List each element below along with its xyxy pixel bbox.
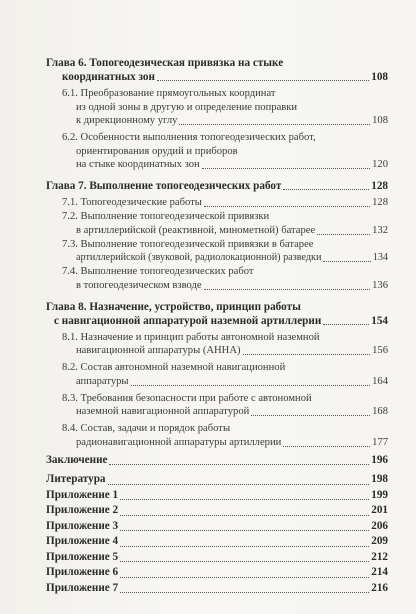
section-7-2-page: 132 xyxy=(372,224,388,236)
dot-leader xyxy=(131,385,371,386)
entry-page: 212 xyxy=(371,550,388,563)
dot-leader xyxy=(202,168,370,169)
entry-page: 206 xyxy=(371,519,388,532)
entry-label: Литература xyxy=(46,473,106,485)
section-6-1-entry[interactable] xyxy=(46,87,388,128)
section-6-1-line2: из одной зоны в другую и определение поправки xyxy=(76,101,298,113)
appendix-3-entry[interactable] xyxy=(46,519,388,535)
dot-leader xyxy=(323,324,369,325)
chapter-7-page: 128 xyxy=(371,180,388,192)
section-7-3-entry[interactable] xyxy=(46,238,388,266)
entry-page: 216 xyxy=(371,581,388,594)
table-of-contents xyxy=(46,56,388,596)
entry-page: 209 xyxy=(371,535,388,547)
chapter-6-title-line2: координатных зон xyxy=(62,71,155,83)
dot-leader xyxy=(120,499,369,500)
section-7-3-line1: 7.3. Выполнение топогеодезической привязки в батарее xyxy=(62,238,314,250)
section-8-1-line1: 8.1. Назначение и принцип работы автономной наземной xyxy=(62,331,320,343)
dot-leader xyxy=(120,592,369,593)
section-8-3-line2: наземной навигационной аппаратурой xyxy=(76,406,250,417)
entry-label: Приложение 4 xyxy=(46,535,119,547)
entry-page: 198 xyxy=(371,473,388,485)
entry-label: Приложение 2 xyxy=(46,504,119,516)
entry-label: Приложение 7 xyxy=(46,581,119,594)
section-8-1-page: 156 xyxy=(372,345,388,356)
chapter-6-page: 108 xyxy=(371,71,388,83)
section-6-2-entry[interactable] xyxy=(46,131,388,172)
section-7-2-entry[interactable] xyxy=(46,210,388,238)
dot-leader xyxy=(120,546,369,547)
dot-leader xyxy=(251,415,370,416)
section-8-2-entry[interactable] xyxy=(46,361,388,389)
dot-leader xyxy=(120,530,369,531)
section-6-2-line1: 6.2. Особенности выполнения топогеодезических работ, xyxy=(62,132,316,143)
section-7-3-line2: артиллерийской (звуковой, радиолокационной) разведки xyxy=(76,252,322,263)
dot-leader xyxy=(283,189,369,190)
section-6-1-line1: 6.1. Преобразование прямоугольных координат xyxy=(62,88,276,99)
dot-leader xyxy=(120,577,369,578)
appendix-4-entry[interactable] xyxy=(46,534,388,550)
section-8-3-page: 168 xyxy=(372,406,388,417)
section-8-4-line1: 8.4. Состав, задачи и порядок работы xyxy=(62,423,231,434)
section-6-2-page: 120 xyxy=(372,159,388,170)
entry-label: Заключение xyxy=(46,453,108,466)
section-8-4-entry[interactable] xyxy=(46,422,388,450)
dot-leader xyxy=(283,446,370,447)
section-8-4-line2: радионавигационной аппаратуры артиллерии xyxy=(76,436,282,448)
entry-page: 199 xyxy=(371,488,388,501)
back-matter-list xyxy=(46,453,388,597)
section-6-1-page: 108 xyxy=(372,115,388,126)
entry-page: 201 xyxy=(371,504,388,516)
section-6-2-line2: ориентирования орудий и приборов xyxy=(76,145,238,157)
chapter-7-title: Глава 7. Выполнение топогеодезических работ xyxy=(46,180,282,192)
dot-leader xyxy=(108,484,370,485)
section-7-1-page: 128 xyxy=(372,197,388,208)
section-7-2-line1: 7.2. Выполнение топогеодезической привязки xyxy=(62,211,270,222)
section-8-1-line2: навигационной аппаратуры (АННА) xyxy=(76,345,241,356)
chapter-8-title-line1: Глава 8. Назначение, устройство, принцип работы xyxy=(46,300,301,313)
dot-leader xyxy=(120,515,369,516)
section-7-2-line2: в артиллерийской (реактивной, минометной) батарее xyxy=(76,224,316,236)
dot-leader xyxy=(120,561,369,562)
chapter-8-title-line2: с навигационной аппаратурой наземной артиллерии xyxy=(54,314,322,327)
section-7-1-title: 7.1. Топогеодезические работы xyxy=(62,197,202,208)
dot-leader xyxy=(109,464,369,465)
dot-leader xyxy=(179,124,370,125)
chapter-6-title-line1: Глава 6. Топогеодезическая привязка на стыке xyxy=(46,57,284,69)
section-8-3-line1: 8.3. Требования безопасности при работе с автономной xyxy=(62,392,312,404)
chapter-8-page: 154 xyxy=(371,314,388,327)
entry-page: 214 xyxy=(371,566,388,578)
appendix-1-entry[interactable] xyxy=(46,488,388,504)
entry-label: Приложение 3 xyxy=(46,519,119,532)
dot-leader xyxy=(204,289,370,290)
dot-leader xyxy=(323,261,370,262)
section-6-1-line3: к дирекционному углу xyxy=(76,115,178,126)
chapter-6-entry[interactable] xyxy=(46,56,388,84)
chapter-7-entry[interactable] xyxy=(46,179,388,193)
literature-entry[interactable] xyxy=(46,472,388,488)
section-8-1-entry[interactable] xyxy=(46,331,388,359)
section-8-4-page: 177 xyxy=(372,436,388,448)
section-7-3-page: 134 xyxy=(372,252,388,263)
entry-label: Приложение 1 xyxy=(46,488,119,501)
dot-leader xyxy=(243,354,371,355)
dot-leader xyxy=(157,80,369,81)
section-8-2-line2: аппаратуры xyxy=(76,375,129,387)
section-7-4-line2: в топогеодезическом взводе xyxy=(76,279,202,291)
conclusion-entry[interactable] xyxy=(46,453,388,469)
section-6-2-line3: на стыке координатных зон xyxy=(76,159,200,170)
section-8-2-line1: 8.2. Состав автономной наземной навигационной xyxy=(62,362,286,373)
section-7-1-entry[interactable] xyxy=(46,196,388,210)
section-7-4-line1: 7.4. Выполнение топогеодезических работ xyxy=(62,266,254,277)
section-8-2-page: 164 xyxy=(372,375,388,387)
chapter-8-entry[interactable] xyxy=(46,300,388,328)
appendix-7-entry[interactable] xyxy=(46,581,388,597)
dot-leader xyxy=(204,206,370,207)
entry-label: Приложение 6 xyxy=(46,566,119,578)
section-7-4-page: 136 xyxy=(372,279,388,291)
entry-page: 196 xyxy=(371,453,388,466)
dot-leader xyxy=(317,234,370,235)
section-7-4-entry[interactable] xyxy=(46,265,388,293)
entry-label: Приложение 5 xyxy=(46,550,119,563)
appendix-2-entry[interactable] xyxy=(46,503,388,519)
appendix-6-entry[interactable] xyxy=(46,565,388,581)
appendix-5-entry[interactable] xyxy=(46,550,388,566)
section-8-3-entry[interactable] xyxy=(46,392,388,420)
